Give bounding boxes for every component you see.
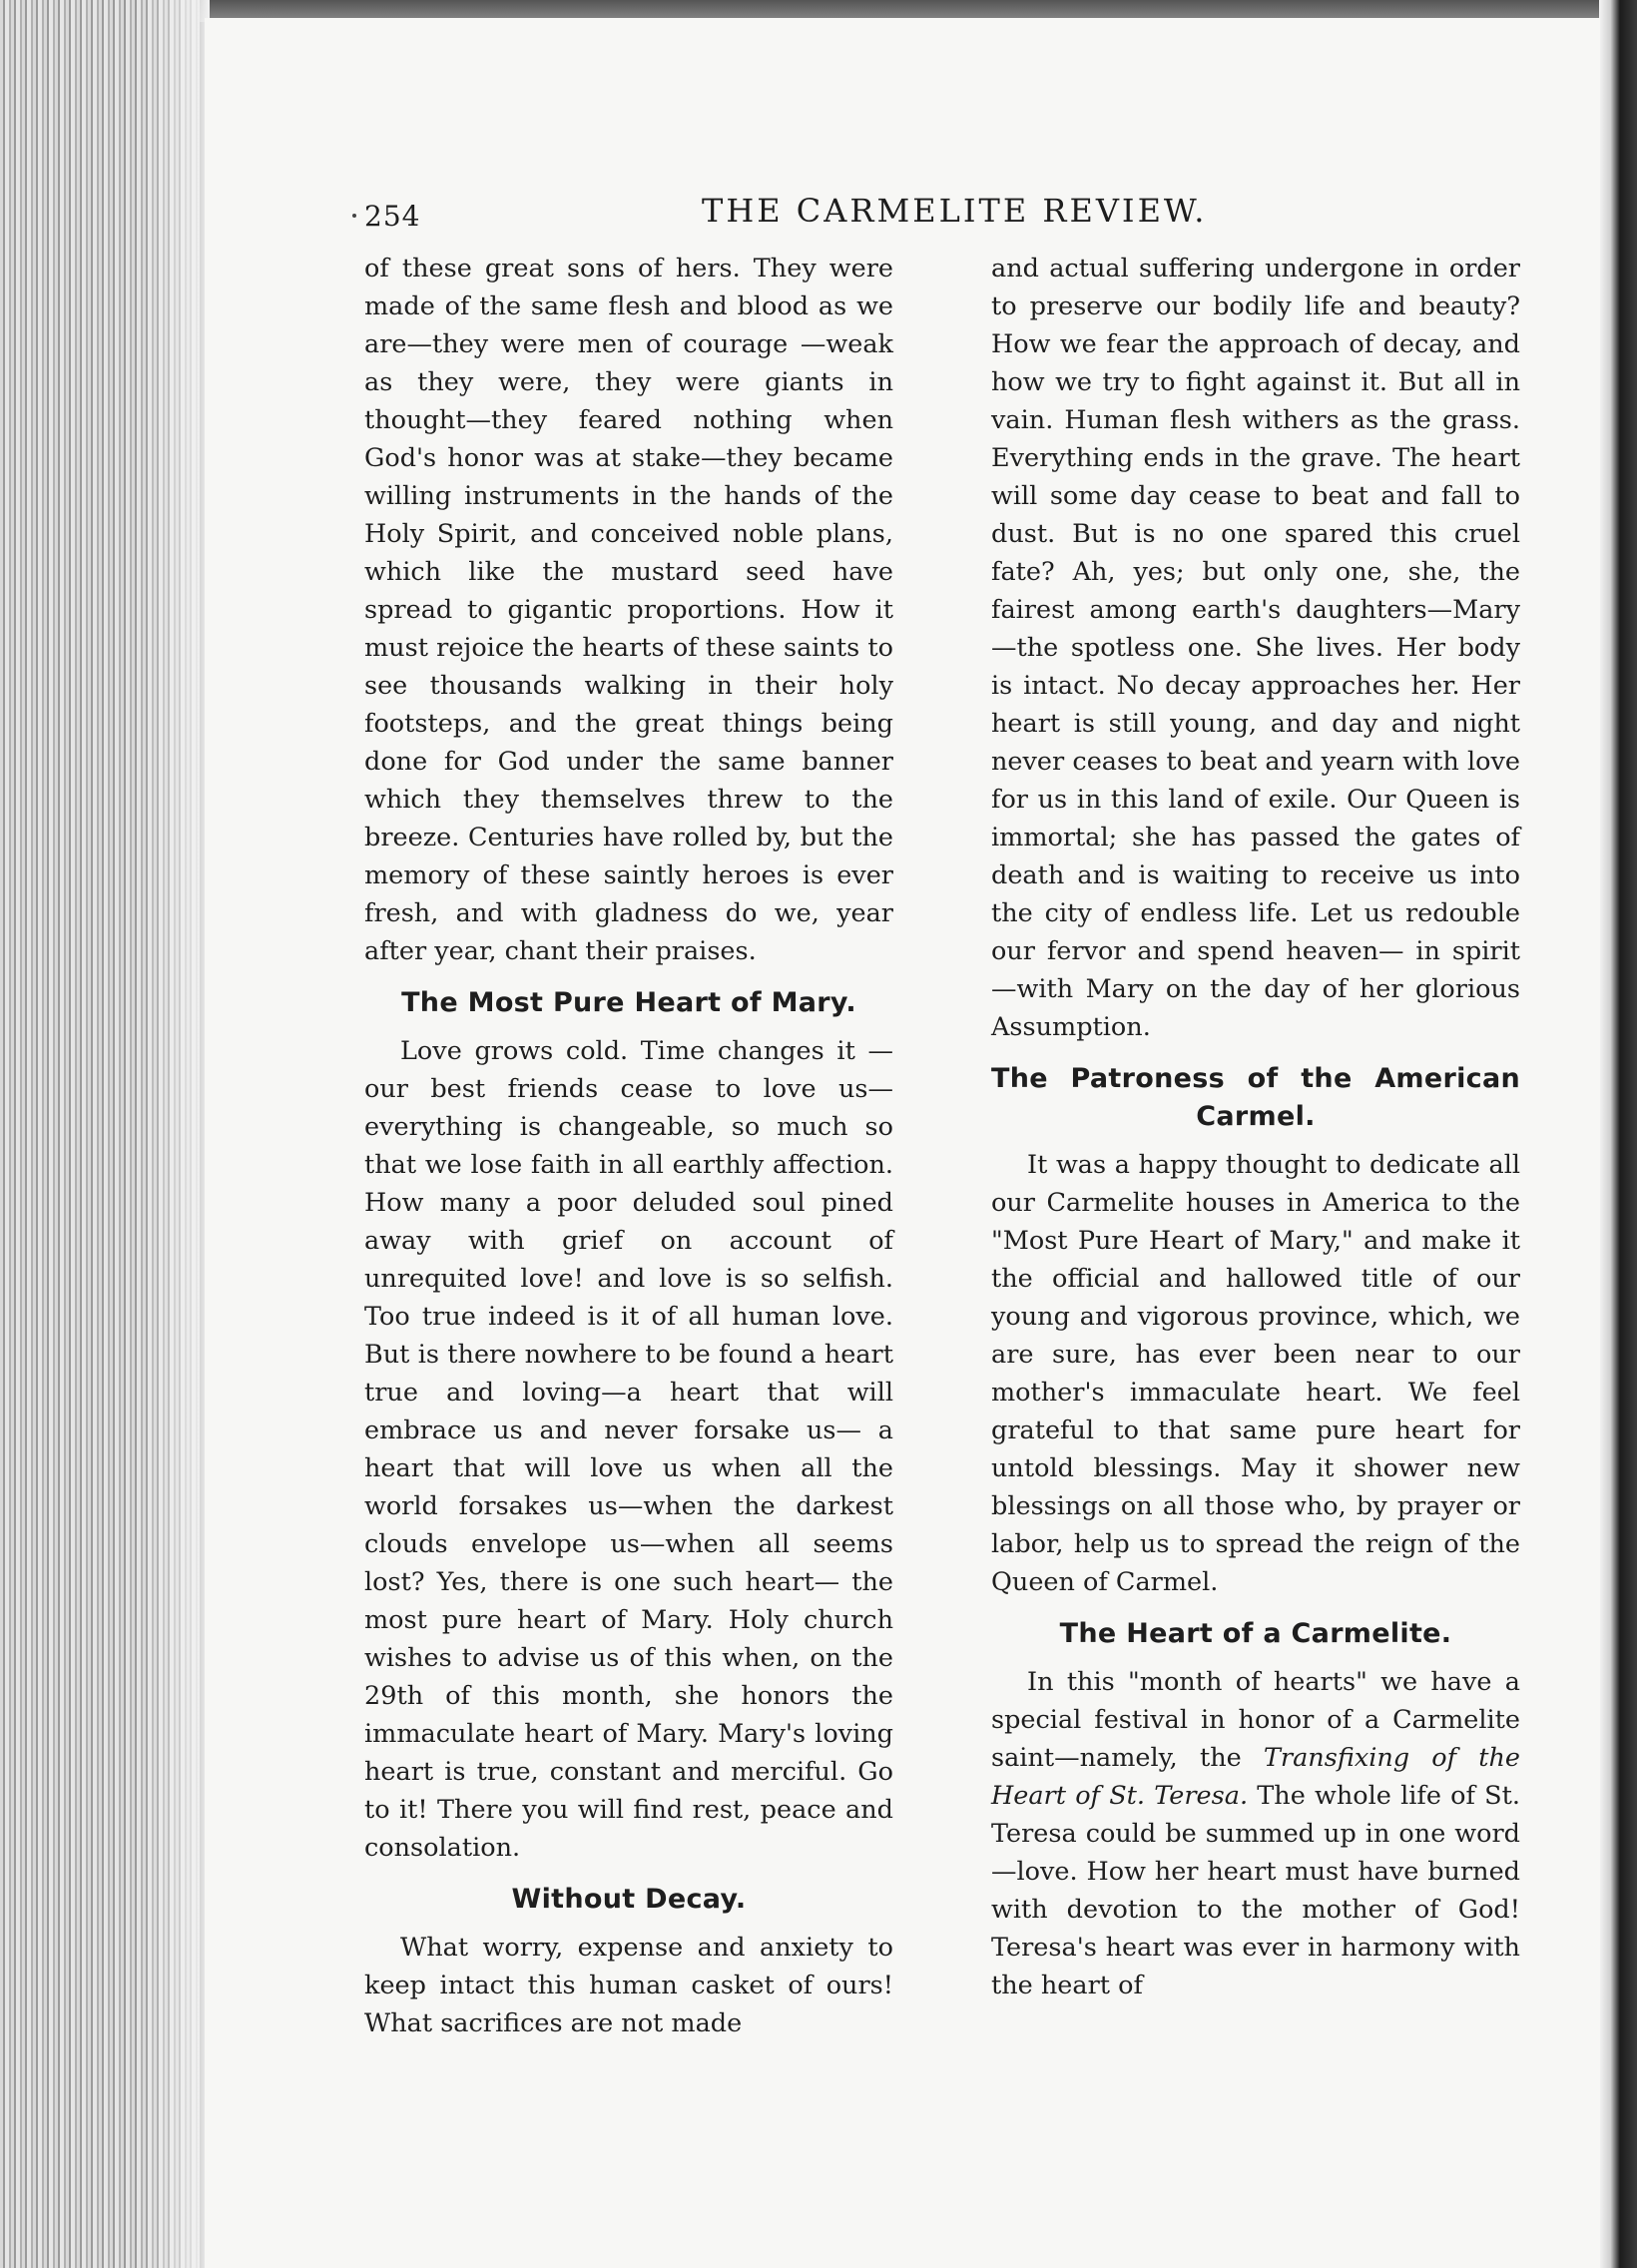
heading-heart-of-carmelite: The Heart of a Carmelite. xyxy=(1059,1618,1452,1649)
page-number: 254 xyxy=(364,200,421,233)
right-paragraph-2: It was a happy thought to dedicate all our Carmelite houses in America to the "Most Pure Heart of Mary," and make it the official and hallowed title of our young and vigorous province, which, we are sure, has ever been near to our mother's immaculate heart. We feel grateful to that same pure heart for untold blessings. May it shower new blessings on all those who, by prayer or labor, help us to spread the reign of the Queen of Carmel. xyxy=(991,1150,1520,1597)
right-paragraph-1: and actual suffering undergone in order to preserve our bodily life and beauty? How we fear the approach of decay, and how we try to fight against it. But all in vain. Human flesh withers as the grass. Everything ends in the grave. The heart will some day cease to beat and fall to dust. But is no one spared this cruel fate? Ah, yes; but only one, she, the fairest among earth's daughters—Mary—the spotless one. She lives. Her body is intact. No decay approaches her. Her heart is still young, and day and night never ceases to beat and yearn with love for us in this land of exile. Our Queen is immortal; she has passed the gates of death and is waiting to receive us into the city of endless life. Let us redouble our fervor and spend heaven— in spirit—with Mary on the day of her glorious Assumption. xyxy=(991,254,1520,1042)
page-header xyxy=(364,180,1382,240)
heading-without-decay: Without Decay. xyxy=(511,1884,747,1915)
page-edge-fade xyxy=(140,0,210,2268)
right-paragraph-3 xyxy=(991,1663,1520,2004)
heading-most-pure-heart: The Most Pure Heart of Mary. xyxy=(401,987,856,1018)
left-column xyxy=(364,250,893,2042)
margin-mark xyxy=(352,214,356,218)
heading-patroness: The Patroness of the American Carmel. xyxy=(991,1063,1520,1132)
book-page xyxy=(205,18,1600,2268)
para3-start: In this "month of hearts" we have a special festival in honor of a Carmelite saint—namely, the xyxy=(991,1667,1520,1773)
left-paragraph-3: What worry, expense and anxiety to keep intact this human casket of ours! What sacrifices are not made xyxy=(364,1933,893,2038)
left-paragraph-1: of these great sons of hers. They were made of the same flesh and blood as we are—they were men of courage —weak as they were, they were giants in thought—they feared nothing when God's honor was at stake—they became willing instruments in the hands of the Holy Spirit, and conceived noble plans, which like the mustard seed have spread to gigantic proportions. How it must rejoice the hearts of these saints to see thousands walking in their holy footsteps, and the great things being done for God under the same banner which they themselves threw to the breeze. Centuries have rolled by, but the memory of these saintly heroes is ever fresh, and with gladness do we, year after year, chant their praises. xyxy=(364,254,893,966)
para3-end: The whole life of St. Teresa could be summed up in one word—love. How her heart must have burned with devotion to the mother of God! Teresa's heart was ever in harmony with the heart of xyxy=(991,1781,1520,2000)
feast-title: Transfixing of the Heart of St. Teresa. xyxy=(991,1743,1521,1811)
left-paragraph-2: Love grows cold. Time changes it —our best friends cease to love us— everything is changeable, so much so that we lose faith in all earthly affection. How many a poor deluded soul pined away with grief on account of unrequited love! and love is so selfish. Too true indeed is it of all human love. But is there nowhere to be found a heart true and loving—a heart that will embrace us and never forsake us— a heart that will love us when all the world forsakes us—when the darkest clouds envelope us—when all seems lost? Yes, there is one such heart— the most pure heart of Mary. Holy church wishes to advise us of this when, on the 29th of this month, she honors the immaculate heart of Mary. Mary's loving heart is true, constant and merciful. Go to it! There you will find rest, peace and consolation. xyxy=(364,1036,893,1863)
running-title: THE CARMELITE REVIEW. xyxy=(702,192,1208,230)
book-right-edge xyxy=(1599,0,1637,2268)
right-column xyxy=(991,250,1520,2004)
